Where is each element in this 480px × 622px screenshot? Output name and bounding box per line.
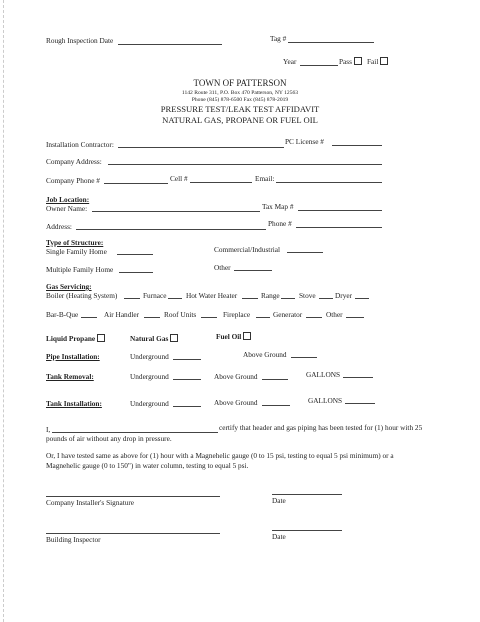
boiler-field[interactable] (124, 298, 140, 299)
multiple-family-field[interactable] (119, 272, 153, 273)
single-family-label: Single Family Home (46, 247, 107, 256)
year-label: Year (283, 57, 297, 66)
install-above-ground-label: Above Ground (214, 398, 258, 407)
pass-checkbox[interactable] (354, 57, 362, 65)
single-family-field[interactable] (117, 254, 153, 255)
tank-installation-label: Tank Installation: (46, 399, 102, 408)
email-label: Email: (255, 174, 275, 183)
tag-field[interactable] (288, 42, 374, 43)
install-gallons-field[interactable] (345, 403, 375, 404)
certify-i-label: I, (46, 425, 51, 434)
tank-removal-label: Tank Removal: (46, 372, 94, 381)
fireplace-field[interactable] (256, 317, 270, 318)
cell-field[interactable] (190, 182, 252, 183)
certify-name-field[interactable] (52, 432, 218, 433)
liquid-propane-option[interactable] (46, 334, 105, 343)
inspector-date-label: Date (272, 532, 286, 541)
inspector-signature-field[interactable] (46, 533, 220, 534)
structure-heading: Type of Structure: (46, 238, 104, 247)
installer-date-label: Date (272, 496, 286, 505)
furnace-field[interactable] (168, 298, 182, 299)
removal-gallons-label: GALLONS (306, 370, 341, 379)
air-handler-field[interactable] (144, 317, 160, 318)
installer-date-field[interactable] (272, 494, 342, 495)
range-field[interactable] (281, 298, 295, 299)
email-field[interactable] (276, 182, 382, 183)
liquid-propane-label: Liquid Propane (46, 334, 96, 343)
natural-gas-checkbox[interactable] (170, 334, 178, 342)
company-phone-field[interactable] (104, 183, 168, 184)
fuel-oil-option[interactable] (216, 332, 251, 341)
year-field[interactable] (300, 65, 338, 66)
installation-contractor-field[interactable] (118, 147, 284, 148)
fail-option[interactable] (367, 57, 388, 66)
air-handler-label: Air Handler (104, 310, 140, 319)
install-gallons-label: GALLONS (308, 396, 343, 405)
tax-map-field[interactable] (298, 210, 382, 211)
removal-underground-label: Underground (130, 372, 169, 381)
job-address-field[interactable] (76, 229, 266, 230)
fail-checkbox[interactable] (380, 57, 388, 65)
fireplace-label: Fireplace (223, 310, 251, 319)
bbq-label: Bar-B-Que (46, 310, 79, 319)
install-underground-label: Underground (130, 399, 169, 408)
liquid-propane-checkbox[interactable] (97, 334, 105, 342)
rough-inspection-field[interactable] (118, 44, 222, 45)
natural-gas-label: Natural Gas (130, 334, 169, 343)
certify-line1: certify that header and gas piping has been tested for (1) hour with 25 (219, 423, 423, 432)
gas-servicing-heading: Gas Servicing: (46, 282, 92, 291)
structure-other-field[interactable] (234, 270, 272, 271)
town-title: TOWN OF PATTERSON (193, 78, 287, 88)
certify-or-line1: Or, I have tested same as above for (1) hour with a Magnehelic gauge (0 to 15 psi, testing to equal 5 psi minimum) or a (46, 451, 394, 460)
company-address-label: Company Address: (46, 157, 102, 166)
company-address-field[interactable] (108, 164, 382, 165)
job-location-heading: Job Location: (46, 195, 90, 204)
tag-label: Tag # (270, 34, 287, 43)
fuel-oil-label: Fuel Oil (216, 332, 242, 341)
gas-other-field[interactable] (346, 317, 364, 318)
tax-map-label: Tax Map # (262, 202, 294, 211)
form-title: PRESSURE TEST/LEAK TEST AFFIDAVIT (160, 104, 320, 114)
form-subtitle: NATURAL GAS, PROPANE OR FUEL OIL (162, 115, 318, 125)
furnace-label: Furnace (143, 291, 167, 300)
company-phone-label: Company Phone # (46, 176, 100, 185)
pipe-above-ground-field[interactable] (291, 357, 317, 358)
pass-label: Pass (339, 57, 352, 66)
removal-above-ground-label: Above Ground (214, 372, 258, 381)
certify-line2: pounds of air without any drop in pressure. (46, 434, 172, 443)
pc-license-label: PC License # (285, 137, 324, 146)
bbq-field[interactable] (81, 317, 97, 318)
rough-inspection-label: Rough Inspection Date (46, 36, 114, 45)
town-phone: Phone (845) 878-6500 Fax (845) 878-2019 (191, 97, 289, 103)
hot-water-field[interactable] (242, 298, 258, 299)
commercial-label: Commercial/Industrial (214, 245, 281, 254)
job-address-label: Address: (46, 222, 72, 231)
dryer-label: Dryer (335, 291, 353, 300)
roof-units-label: Roof Units (164, 310, 197, 319)
stove-label: Stove (299, 291, 316, 300)
fail-label: Fail (367, 57, 379, 66)
job-phone-label: Phone # (268, 219, 292, 228)
certify-or-line2: Magnehelic gauge (0 to 150") in water column, testing to equal 5 psi. (46, 461, 249, 470)
install-underground-field[interactable] (173, 406, 201, 407)
removal-underground-field[interactable] (173, 379, 201, 380)
pipe-installation-label: Pipe Installation: (46, 352, 100, 361)
installer-signature-field[interactable] (46, 496, 220, 497)
installer-signature-label: Company Installer's Signature (46, 498, 135, 507)
dryer-field[interactable] (355, 298, 369, 299)
generator-label: Generator (273, 310, 303, 319)
pipe-underground-label: Underground (130, 352, 169, 361)
hot-water-label: Hot Water Heater (186, 291, 238, 300)
roof-units-field[interactable] (201, 317, 217, 318)
cell-label: Cell # (170, 174, 188, 183)
inspector-date-field[interactable] (272, 530, 342, 531)
installation-contractor-label: Installation Contractor: (46, 140, 114, 149)
stove-field[interactable] (319, 298, 333, 299)
gas-other-label: Other (326, 310, 343, 319)
job-phone-field[interactable] (296, 227, 382, 228)
commercial-field[interactable] (287, 252, 323, 253)
range-label: Range (261, 291, 280, 300)
pipe-above-ground-label: Above Ground (243, 350, 287, 359)
inspector-label: Building Inspector (46, 535, 101, 544)
natural-gas-option[interactable] (130, 334, 178, 343)
pass-option[interactable] (339, 57, 362, 66)
owner-name-field[interactable] (92, 211, 260, 212)
fuel-oil-checkbox[interactable] (243, 332, 251, 340)
removal-gallons-field[interactable] (343, 377, 373, 378)
structure-other-label: Other (214, 263, 231, 272)
boiler-label: Boiler (Heating System) (46, 291, 118, 300)
removal-above-ground-field[interactable] (262, 379, 288, 380)
pipe-underground-field[interactable] (173, 359, 201, 360)
generator-field[interactable] (306, 317, 322, 318)
owner-name-label: Owner Name: (46, 204, 88, 213)
pc-license-field[interactable] (332, 145, 382, 146)
town-address: 1142 Route 311, P.O. Box 470 Patterson, NY 12563 (181, 90, 299, 96)
multiple-family-label: Multiple Family Home (46, 265, 114, 274)
install-above-ground-field[interactable] (262, 405, 290, 406)
